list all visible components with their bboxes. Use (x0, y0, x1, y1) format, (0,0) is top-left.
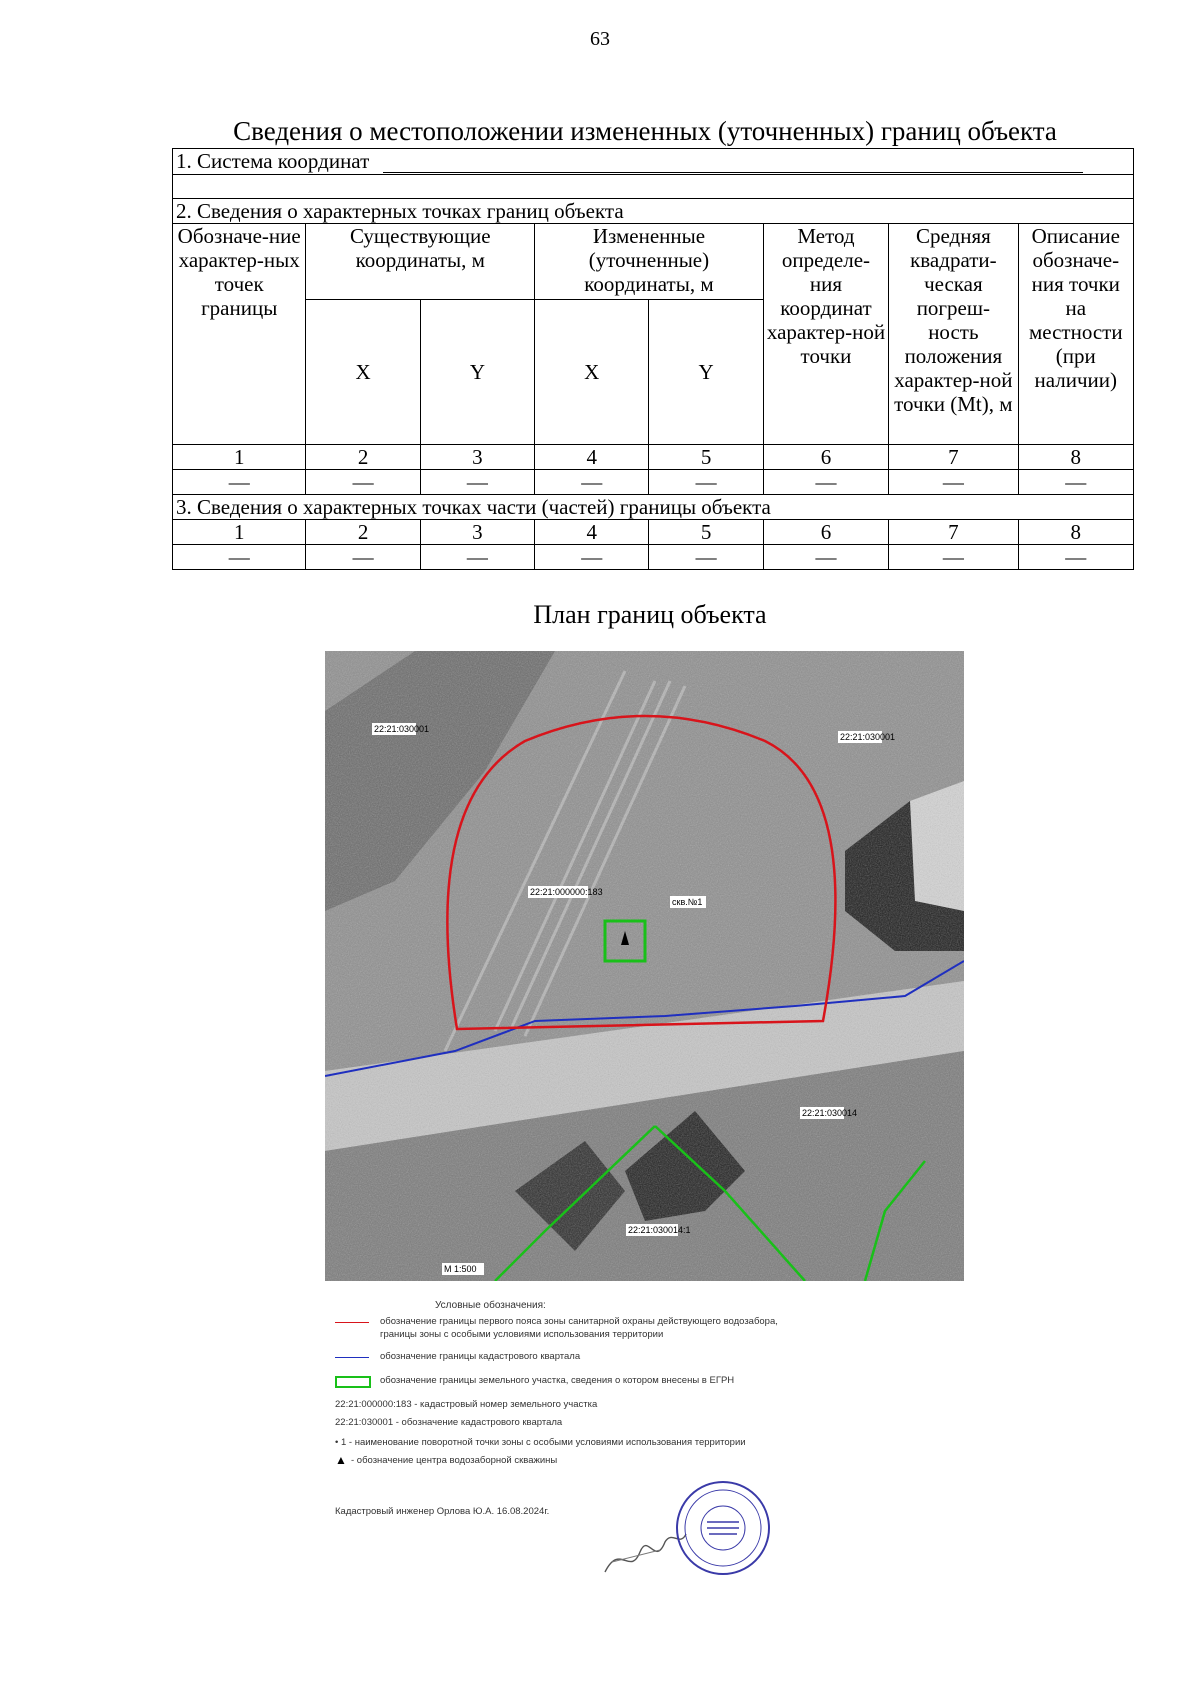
page-number: 63 (590, 28, 610, 50)
map-texture (325, 651, 964, 1281)
plan-title: План границ объекта (533, 600, 767, 629)
legend-zone-text: обозначение границы первого пояса зоны санитарной охраны действующего водозабора, (380, 1316, 778, 1327)
legend-point: • 1 - наименование поворотной точки зоны с особыми условиями использования территории (335, 1437, 746, 1448)
col-number: 3 (420, 445, 534, 470)
col-number: 4 (535, 445, 649, 470)
well-legend-icon: ▲ (335, 1453, 347, 1467)
legend-zone-symbol (335, 1322, 369, 1323)
empty-cell: — (649, 470, 763, 495)
empty-cell: — (535, 470, 649, 495)
legend-quarter-number: 22:21:030001 - обозначение кадастрового квартала (335, 1417, 563, 1428)
parcel-label: 22:21:000000:183 (530, 887, 603, 897)
empty-cell: — (763, 470, 888, 495)
col-number: 1 (173, 445, 306, 470)
document-title: Сведения о местоположении измененных (уточненных) границ объекта (233, 116, 1057, 146)
col-number: 7 (889, 445, 1018, 470)
empty-cell: — (1018, 545, 1133, 570)
col-number: 4 (535, 520, 649, 545)
empty-cell: — (306, 545, 420, 570)
empty-cell: — (535, 545, 649, 570)
col-number: 6 (763, 445, 888, 470)
boundary-info-table (172, 148, 1134, 570)
header-changed-x: X (535, 300, 649, 445)
empty-cell: — (420, 470, 534, 495)
empty-cell: — (173, 470, 306, 495)
col-number: 5 (649, 520, 763, 545)
legend-quarter-text: обозначение границы кадастрового квартала (380, 1351, 581, 1362)
legend-zone-text-2: границы зоны с особыми условиями использования территории (380, 1329, 664, 1340)
legend-cad-number: 22:21:000000:183 - кадастровый номер земельного участка (335, 1399, 598, 1410)
col-number: 6 (763, 520, 888, 545)
empty-cell: — (763, 545, 888, 570)
section-1-label: 1. Система координат (176, 149, 370, 173)
empty-cell: — (889, 470, 1018, 495)
section-2-label: 2. Сведения о характерных точках границ объекта (173, 199, 1134, 224)
legend-well: - обозначение центра водозаборной скважины (351, 1455, 558, 1466)
section-3-label: 3. Сведения о характерных точках части (частей) границы объекта (173, 495, 1134, 520)
boundary-plan-map (325, 651, 964, 1281)
col-number: 8 (1018, 445, 1133, 470)
header-existing-y: Y (420, 300, 534, 445)
legend-quarter-symbol (335, 1357, 369, 1358)
quarter-label: 22:21:030014 (802, 1108, 858, 1118)
map-scale: М 1:500 (444, 1264, 477, 1274)
header-method: Метод определе-ния координат характер-ной точки (763, 224, 888, 445)
quarter-label: 22:21:030001 (840, 732, 896, 742)
header-changed-y: Y (649, 300, 763, 445)
empty-cell: — (306, 470, 420, 495)
col-number: 3 (420, 520, 534, 545)
col-number: 1 (173, 520, 306, 545)
header-description: Описание обозначе-ния точки на местности (при наличии) (1018, 224, 1133, 445)
legend-parcel-symbol (335, 1376, 371, 1388)
header-mse: Средняя квадрати-ческая погреш-ность положения характер-ной точки (Mt), м (889, 224, 1018, 445)
header-existing-x: X (306, 300, 420, 445)
seal-stamp-icon (673, 1478, 773, 1578)
col-number: 8 (1018, 520, 1133, 545)
empty-cell: — (173, 545, 306, 570)
header-changed-coordinates: Измененные (уточненные) координаты, м (535, 224, 764, 300)
empty-cell: — (889, 545, 1018, 570)
empty-cell: — (649, 545, 763, 570)
header-designation: Обозначе-ние характер-ных точек границы (173, 224, 306, 445)
blank-row (173, 175, 1134, 199)
legend-parcel-text: обозначение границы земельного участка, сведения о котором внесены в ЕГРН (380, 1375, 735, 1386)
col-number: 5 (649, 445, 763, 470)
engineer-signature-line: Кадастровый инженер Орлова Ю.А. 16.08.2024г. (335, 1506, 550, 1517)
empty-cell: — (420, 545, 534, 570)
header-existing-coordinates: Существующие координаты, м (306, 224, 535, 300)
parcel-label: 22:21:030014:1 (628, 1225, 691, 1235)
legend-title: Условные обозначения: (435, 1300, 546, 1311)
col-number: 2 (306, 445, 420, 470)
empty-cell: — (1018, 470, 1133, 495)
col-number: 2 (306, 520, 420, 545)
coordinate-system-row (173, 149, 1134, 175)
coordinate-system-field (383, 154, 1083, 173)
quarter-label: 22:21:030001 (374, 724, 430, 734)
well-label: скв.№1 (672, 897, 703, 907)
col-number: 7 (889, 520, 1018, 545)
